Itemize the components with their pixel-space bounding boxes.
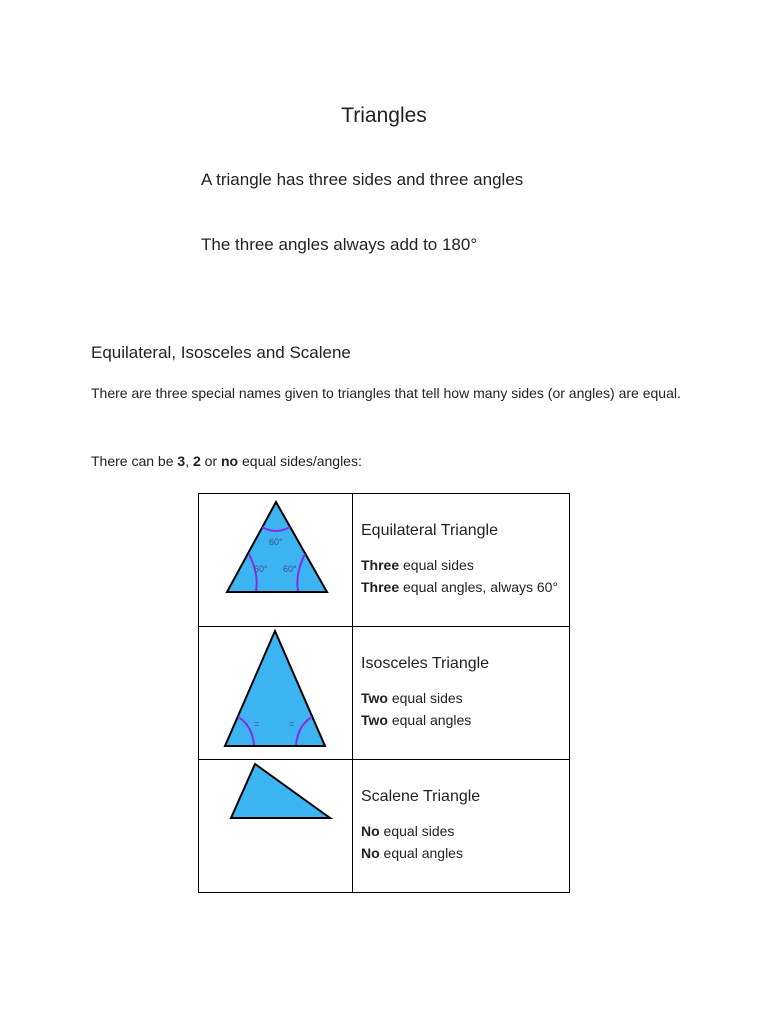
isosceles-left-label: = [254, 719, 260, 729]
scalene-triangle-shape [231, 764, 330, 818]
intro-sides-text: A triangle has three sides and three angles [201, 170, 524, 189]
isosceles-angles-line: Two equal angles [361, 712, 472, 728]
count-none: no [221, 453, 239, 469]
top-angle-label: 60° [269, 537, 283, 547]
isosceles-triangle-shape [225, 631, 325, 746]
page-title: Triangles [341, 104, 427, 127]
section-heading: Equilateral, Isosceles and Scalene [91, 343, 351, 362]
scalene-figure-cell [199, 760, 353, 893]
table-row-isosceles [199, 627, 570, 760]
scalene-title: Scalene Triangle [361, 788, 481, 805]
table-row-scalene [199, 760, 570, 893]
count-two: 2 [192, 453, 201, 469]
scalene-sides-line: No equal sides [361, 823, 455, 839]
left-angle-label: 60° [254, 564, 268, 574]
table-row-equilateral [199, 494, 570, 627]
isosceles-figure-cell [199, 627, 353, 760]
scalene-text-cell [353, 760, 570, 893]
isosceles-text-cell [353, 627, 570, 760]
equilateral-title: Equilateral Triangle [361, 522, 498, 539]
isosceles-sides-line: Two equal sides [361, 690, 463, 706]
equilateral-figure-cell [199, 494, 353, 627]
equilateral-text-cell [353, 494, 570, 627]
equilateral-triangle-shape [227, 502, 327, 592]
scalene-angles-line: No equal angles [361, 845, 463, 861]
isosceles-title: Isosceles Triangle [361, 655, 490, 672]
description-paragraph: There are three special names given to triangles that tell how many sides (or angles) are equal. [91, 385, 681, 401]
count-paragraph: There can be 3, 2 or no equal sides/angles: [91, 453, 362, 469]
equilateral-angles-line: Three equal angles, always 60° [361, 579, 559, 595]
equilateral-triangle-diagram [199, 494, 352, 626]
intro-angles-text: The three angles always add to 180° [201, 235, 478, 254]
right-angle-label: 60° [283, 564, 297, 574]
isosceles-triangle-diagram [199, 627, 352, 759]
triangle-types-table [198, 493, 570, 893]
equilateral-sides-line: Three equal sides [361, 557, 474, 573]
isosceles-right-label: = [289, 719, 295, 729]
scalene-triangle-diagram [199, 760, 352, 892]
count-three: 3 [177, 453, 186, 469]
